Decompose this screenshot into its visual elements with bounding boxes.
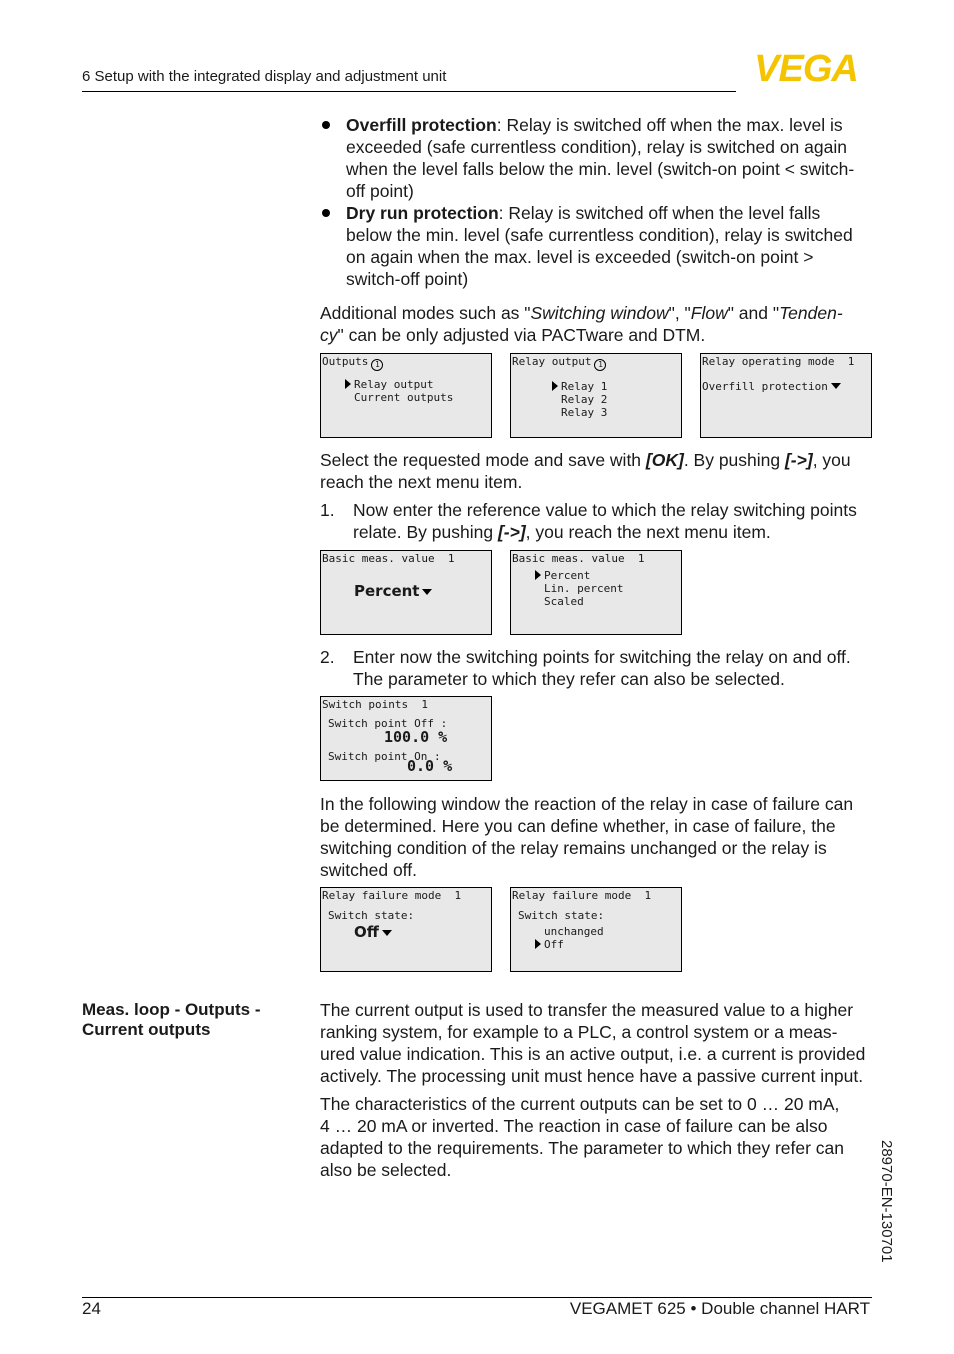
bullet-term: Overfill protection bbox=[346, 115, 497, 135]
paragraph-modes: Additional modes such as "Switching window", "Flow" and "Tenden- cy" can be only adjusted via PACTware and DTM. bbox=[320, 303, 843, 345]
display-switch-points: Switch points 1 Switch point Off : 100.0 % Switch point On : 0.0 % bbox=[320, 696, 492, 781]
step-number: 1. bbox=[320, 500, 335, 520]
bullet-dot bbox=[322, 121, 330, 129]
display-relay-output: Relay output 1 Relay 1 Relay 2 Relay 3 bbox=[510, 353, 682, 438]
cursor-arrow-icon bbox=[535, 939, 541, 949]
step-1-text: Now enter the reference value to which the relay switching points relate. By pushing [->], you reach the next menu item. bbox=[353, 500, 857, 542]
paragraph-select: Select the requested mode and save with [OK]. By pushing [->], you reach the next menu item. bbox=[320, 450, 851, 492]
display-basic-meas-list: Basic meas. value 1 Percent Lin. percent Scaled bbox=[510, 550, 682, 635]
dropdown-arrow-icon bbox=[382, 930, 392, 936]
paragraph-characteristics: The characteristics of the current outputs can be set to 0 … 20 mA, 4 … 20 mA or inverted. The reaction in case of failure can be also adapted to the requirements. The parameter to which they refer can also be selected. bbox=[320, 1094, 845, 1180]
display-relay-failure: Relay failure mode 1 Switch state: Off bbox=[320, 887, 492, 972]
info-circle-icon: 1 bbox=[594, 359, 606, 371]
display-relay-failure-list: Relay failure mode 1 Switch state: unchanged Off bbox=[510, 887, 682, 972]
display-basic-meas: Basic meas. value 1 Percent bbox=[320, 550, 492, 635]
display-relay-mode: Relay operating mode 1 Overfill protection bbox=[700, 353, 872, 438]
cursor-arrow-icon bbox=[345, 379, 351, 389]
vega-logo bbox=[740, 50, 872, 84]
page-number: 24 bbox=[82, 1299, 101, 1318]
footer-rule bbox=[82, 1297, 872, 1298]
dropdown-arrow-icon bbox=[831, 383, 841, 389]
footer-title: VEGAMET 625 • Double channel HART bbox=[569, 1299, 870, 1318]
header-rule bbox=[82, 91, 736, 92]
bullet-term: Dry run protection bbox=[346, 203, 499, 223]
document-code: 28970-EN-130701 bbox=[878, 1140, 895, 1263]
info-circle-icon: 1 bbox=[371, 359, 383, 371]
display-title: Outputs 1 bbox=[322, 355, 383, 371]
step-2-text: Enter now the switching points for switching the relay on and off. The parameter to which they refer can also be selected. bbox=[353, 647, 851, 689]
bullet-dot bbox=[322, 209, 330, 217]
step-number: 2. bbox=[320, 647, 335, 667]
dropdown-arrow-icon bbox=[422, 589, 432, 595]
display-outputs: Outputs 1 Relay output Current outputs bbox=[320, 353, 492, 438]
margin-heading: Meas. loop - Outputs - Current outputs bbox=[82, 1000, 261, 1039]
paragraph-current-output: The current output is used to transfer the measured value to a higher ranking system, for example to a PLC, a control system or a meas- ured value indication. This is an active output, i.e. a current is provided actively. The processing unit must hence have a passive current input. bbox=[320, 1000, 866, 1086]
bullet-dryrun: Dry run protection: Relay is switched off when the level falls below the min. level (safe currentless condition), relay is switched on again when the max. level is exceeded (switch-on point > switch-off point) bbox=[346, 203, 853, 289]
logo-text: VEGA bbox=[754, 50, 858, 84]
bullet-overfill: Overfill protection: Relay is switched off when the max. level is exceeded (safe currentless condition), relay is switched on again when the level falls below the min. level (switch-on point < switch- off point) bbox=[346, 115, 855, 201]
cursor-arrow-icon bbox=[535, 570, 541, 580]
section-header: 6 Setup with the integrated display and adjustment unit bbox=[82, 68, 447, 85]
paragraph-failure: In the following window the reaction of the relay in case of failure can be determined. Here you can define whether, in case of failure, the switching condition of the relay remains unchanged or the relay is switched off. bbox=[320, 794, 854, 880]
cursor-arrow-icon bbox=[552, 381, 558, 391]
